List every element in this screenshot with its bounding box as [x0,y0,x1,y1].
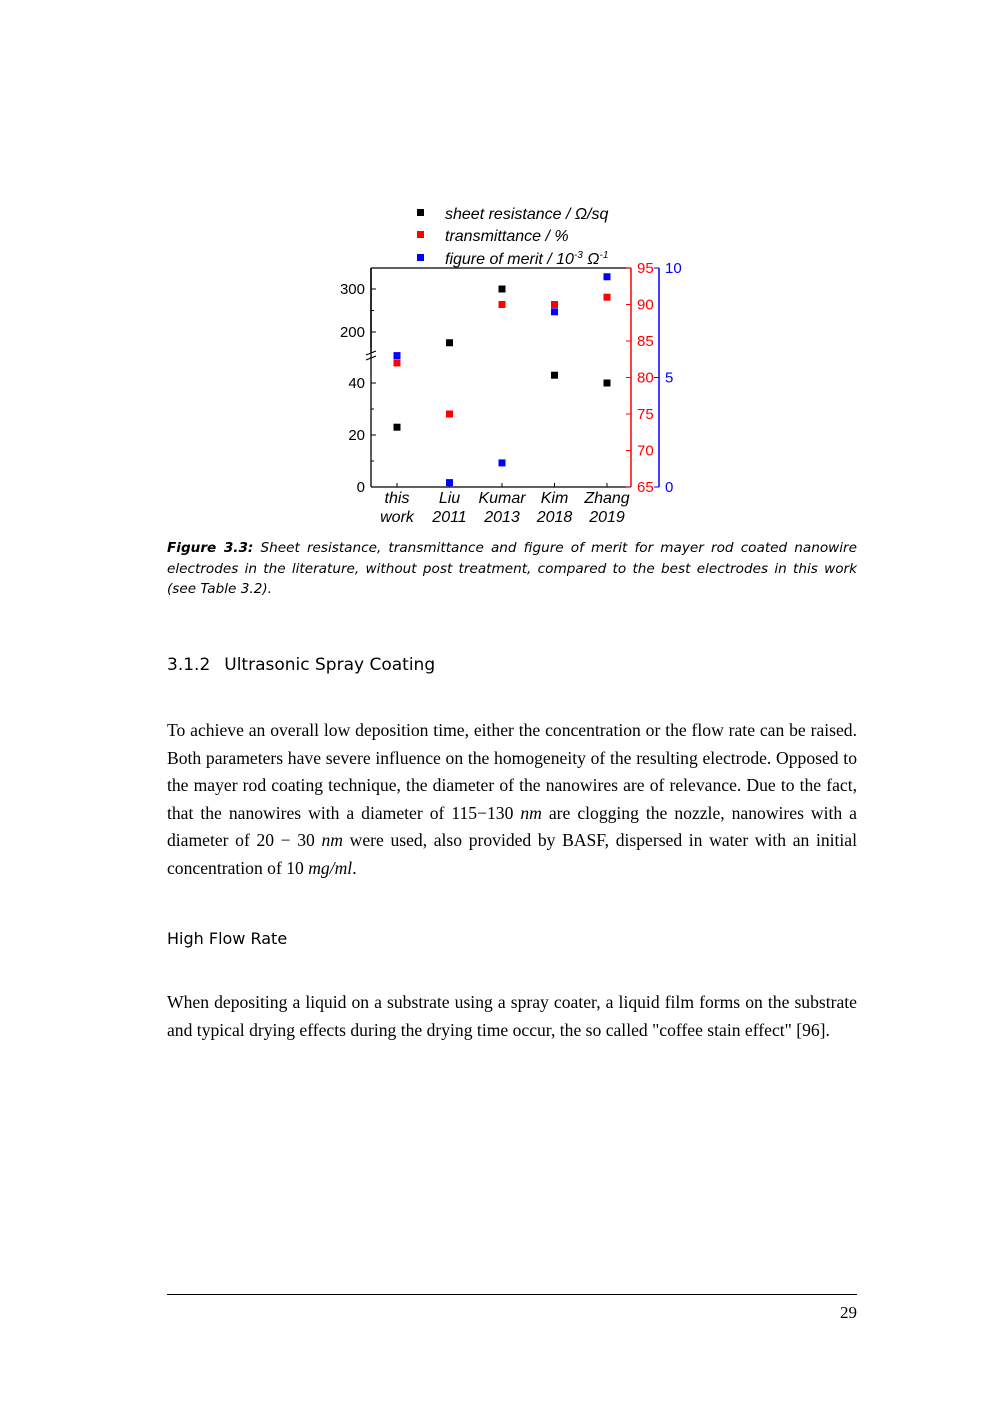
text: are clogging the nozzle, nanowires with a diameter of 20 − 30 [167,802,857,851]
legend [417,206,608,268]
legend-label-transmittance: transmittance / % [445,228,569,245]
data-point-right1 [446,411,453,418]
transmittance-axis-tick-label: 85 [637,333,654,350]
transmittance-axis-tick-label: 65 [637,479,654,496]
x-axis-category-label: 2019 [589,509,625,526]
x-axis-category-label: Zhang [584,490,630,507]
data-point-left [551,372,558,379]
unit: mg/ml [308,857,353,878]
x-axis-category-label: 2013 [484,509,520,526]
left-axis-tick-label: 40 [348,375,365,392]
legend-marker-transmittance [417,231,424,238]
transmittance-axis-tick-label: 70 [637,442,654,460]
paragraph-2: When depositing a liquid on a substrate using a spray coater, a liquid film forms on the substrate and typical drying effects during the drying time occur, the so called "coffee stain effect" [96]. [167,992,857,1040]
caption-label: Figure 3.3: [167,540,254,556]
transmittance-axis-tick-label: 80 [637,369,654,387]
legend-marker-sheet-resistance [417,209,424,216]
x-axis-category-label: Kumar [478,490,526,507]
caption-text: Sheet resistance, transmittance and figure of merit for mayer rod coated nanowire electrodes in the literature, without post treatment, compared to the best electrodes in this work (see Table 3.2). [167,540,858,597]
text: To achieve an overall low deposition time, either the concentration or the flow rate can be raised. Both parameters have severe influence on the homogeneity of the resulting electrode. Opposed to the mayer rod coating technique, the diameter of the nanowires are of relevance. Due to the fact, that the nanowires with a diameter of 115−130 [167,720,857,823]
section-title: Ultrasonic Spray Coating [224,655,436,675]
paragraph-1 [167,717,857,883]
data-point-right2 [446,479,453,486]
left-axis-tick-label: 200 [339,324,365,341]
data-point-right1 [499,301,506,308]
unit: nm [520,802,542,823]
data-point-left [604,380,611,387]
fom-axis-tick-label: 5 [665,369,674,387]
data-point-right1 [551,301,558,308]
fom-axis-tick-label: 0 [665,479,674,496]
x-axis-category-label: 2018 [536,509,573,526]
transmittance-axis-tick-label: 95 [637,260,654,277]
unit: nm [321,830,343,851]
fom-axis-tick-label: 10 [665,260,682,277]
data-point-right2 [551,308,558,315]
transmittance-axis-tick-label: 75 [637,406,654,423]
x-axis-category-label: Kim [540,490,569,507]
text: . [352,857,357,878]
page-number: 29 [840,1303,857,1322]
section-number: 3.1.2 [167,655,211,675]
data-point-left [446,339,453,346]
literature-comparison-chart [0,0,1000,540]
section-heading [167,655,435,675]
subsection-heading: High Flow Rate [167,929,288,948]
legend-marker-figure-of-merit [417,254,424,261]
data-point-left [394,424,401,431]
x-axis-category-label: Liu [438,490,461,507]
left-axis-tick-label: 300 [339,281,365,298]
left-axis-tick-label: 20 [348,427,365,444]
legend-label-sheet-resistance: sheet resistance / Ω/sq [445,206,609,223]
text: were used, also provided by BASF, dispersed in water with an initial concentration of 10 [167,830,858,878]
x-axis-category-label: 2011 [432,509,467,526]
left-axis-tick-label: 0 [356,479,365,496]
footer-rule [167,1294,857,1295]
transmittance-axis-tick-label: 90 [637,296,654,314]
legend-label-figure-of-merit: figure of merit / $10^{-3}$ $\Omega^{-1}$ [445,250,609,268]
x-axis-category-label: work [380,509,414,526]
data-point-right2 [604,273,611,280]
data-point-left [499,286,506,293]
data-point-right2 [394,352,401,359]
figure-caption [167,538,857,600]
data-point-right2 [499,459,506,466]
x-axis-category-label: this [384,490,410,507]
data-point-right1 [394,359,401,366]
data-point-right1 [604,294,611,301]
